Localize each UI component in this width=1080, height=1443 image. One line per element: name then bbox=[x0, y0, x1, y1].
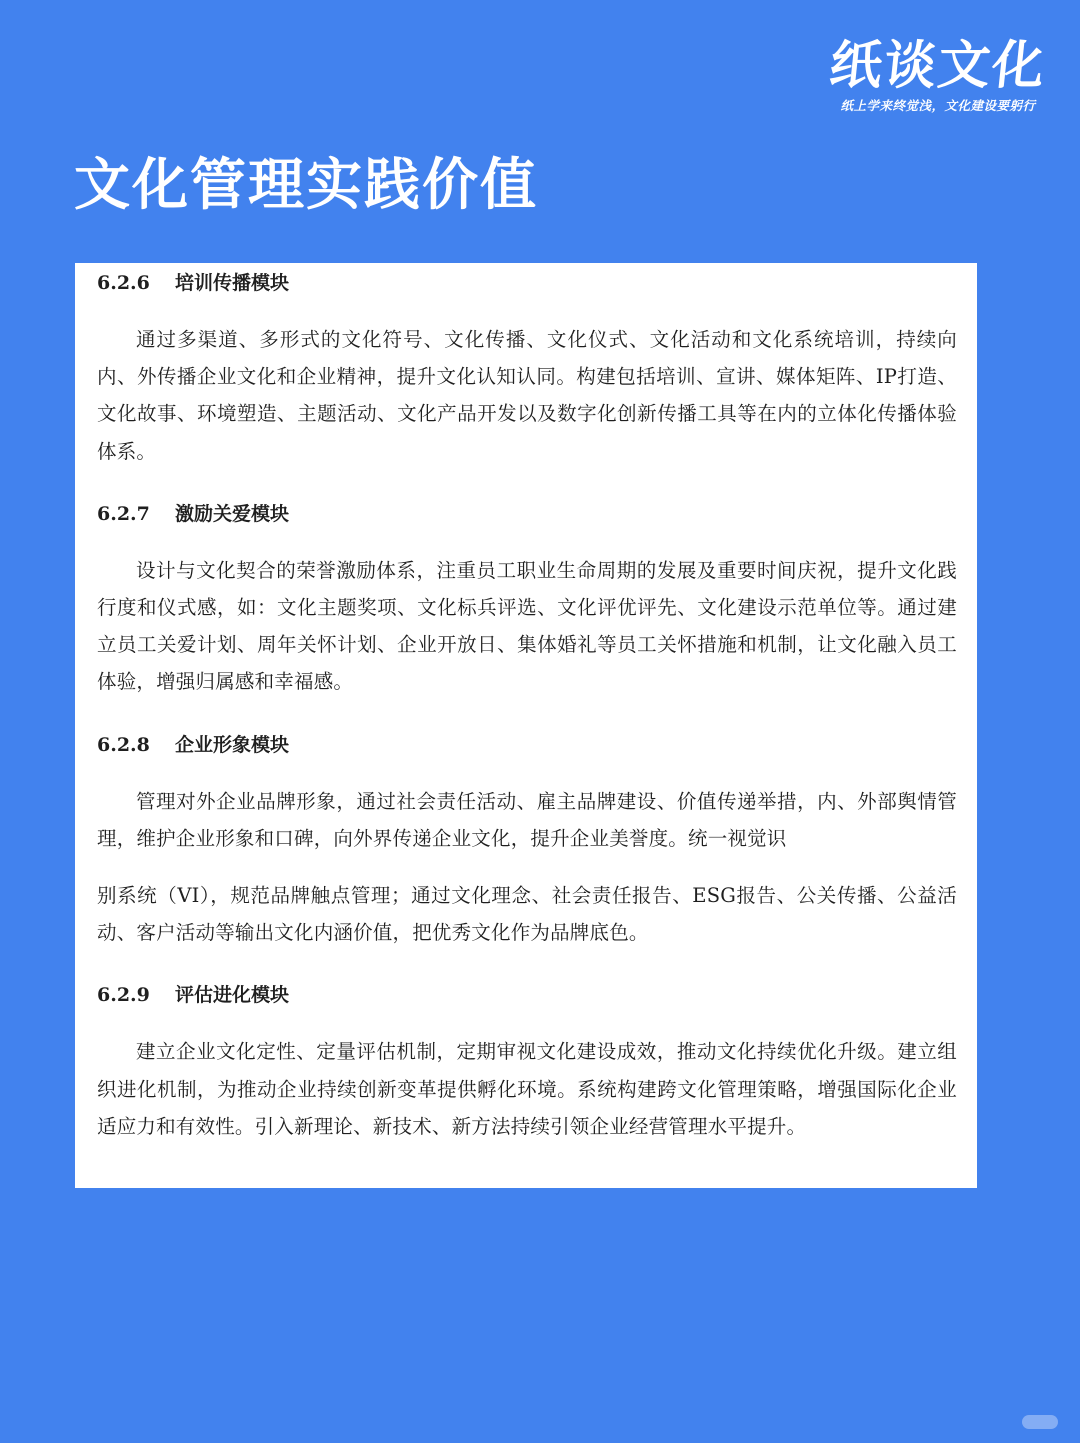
section-heading bbox=[97, 265, 957, 301]
section-heading bbox=[97, 977, 957, 1013]
section-paragraph: 建立企业文化定性、定量评估机制，定期审视文化建设成效，推动文化持续优化升级。建立组织进化机制，为推动企业持续创新变革提供孵化环境。系统构建跨文化管理策略，增强国际化企业适应力和有效性。引入新理论、新技术、新方法持续引领企业经营管理水平提升。 bbox=[97, 1040, 957, 1138]
section-paragraph: 别系统（VI），规范品牌触点管理；通过文化理念、社会责任报告、ESG报告、公关传播、公益活动、客户活动等输出文化内涵价值，把优秀文化作为品牌底色。 bbox=[97, 884, 957, 945]
section-paragraph: 通过多渠道、多形式的文化符号、文化传播、文化仪式、文化活动和文化系统培训，持续向内、外传播企业文化和企业精神，提升文化认知认同。构建包括培训、宣讲、媒体矩阵、IP打造、文化故事、环境塑造、主题活动、文化产品开发以及数字化创新传播工具等在内的立体化传播体验体系。 bbox=[97, 328, 957, 463]
document-excerpt bbox=[75, 263, 977, 1188]
watermark-badge bbox=[1022, 1415, 1058, 1429]
section-title: 评估进化模块 bbox=[175, 984, 290, 1007]
section-title: 激励关爱模块 bbox=[175, 502, 290, 525]
section-number: 6.2.8 bbox=[97, 733, 150, 756]
section-heading bbox=[97, 727, 957, 763]
brand-name: 纸谈文化 bbox=[826, 36, 1050, 96]
section-number: 6.2.6 bbox=[97, 272, 150, 294]
section-number: 6.2.7 bbox=[97, 502, 150, 525]
page-title: 文化管理实践价值 bbox=[74, 153, 538, 218]
brand-slogan: 纸上学来终觉浅，文化建设要躬行 bbox=[840, 98, 1036, 113]
section-paragraph: 管理对外企业品牌形象，通过社会责任活动、雇主品牌建设、价值传递举措，内、外部舆情管理，维护企业形象和口碑，向外界传递企业文化，提升企业美誉度。统一视觉识 bbox=[97, 789, 957, 850]
brand-logo bbox=[828, 36, 1048, 114]
section-paragraph: 设计与文化契合的荣誉激励体系，注重员工职业生命周期的发展及重要时间庆祝，提升文化践行度和仪式感，如：文化主题奖项、文化标兵评选、文化评优评先、文化建设示范单位等。通过建立员工关爱计划、周年关怀计划、企业开放日、集体婚礼等员工关怀措施和机制，让文化融入员工体验，增强归属感和幸福感。 bbox=[97, 558, 957, 694]
section-title: 企业形象模块 bbox=[175, 733, 290, 756]
section-heading bbox=[97, 496, 957, 532]
section-title: 培训传播模块 bbox=[175, 272, 290, 294]
section-number: 6.2.9 bbox=[97, 984, 150, 1007]
